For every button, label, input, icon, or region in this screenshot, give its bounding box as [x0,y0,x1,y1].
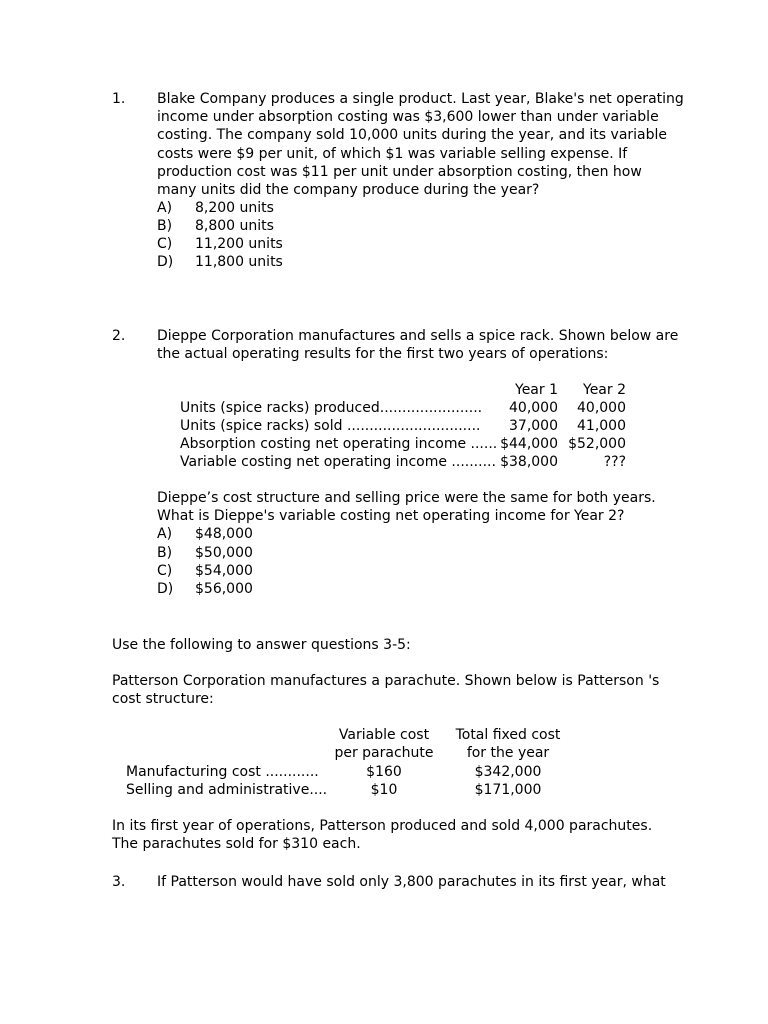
text-line: What is Dieppe's variable costing net operating income for Year 2? [157,508,625,525]
text-line: Dieppe Corporation manufactures and sells a spice rack. Shown below are [157,328,679,344]
text-line: many units did the company produce during the year? [157,182,540,199]
cell-year-1: $38,000 [500,454,558,470]
option-a: A) 8,200 units [157,200,274,216]
text-line: production cost was $11 per unit under absorption costing, then how [157,163,642,180]
text-line: costs were $9 per unit, of which $1 was variable selling expense. If [157,145,628,162]
header-year-2: Year 2 [583,382,626,398]
scenario-details [112,817,652,853]
text-line: costing. The company sold 10,000 units during the year, and its variable [157,127,668,144]
option-b: B) $50,000 [157,545,253,561]
question-text [157,327,678,363]
question-number: 3. [112,874,126,890]
row-label: Units (spice racks) produced....................... [180,400,483,416]
question-text [157,90,684,199]
cell-year-2: 41,000 [577,418,626,434]
cell-year-1: 40,000 [509,400,558,416]
question-number: 2. [112,328,126,344]
row-label: Selling and administrative.... [126,782,328,798]
cell-year-1: 37,000 [509,418,558,434]
option-c: C) 11,200 units [157,236,283,252]
question-text: If Patterson would have sold only 3,800 parachutes in its first year, what [157,874,666,890]
option-d: D) 11,800 units [157,254,283,270]
cell-year-2: ??? [603,454,626,470]
text-line: Blake Company produces a single product. Last year, Blake's net operating [157,91,684,107]
text-line: Dieppe’s cost structure and selling price were the same for both years. [157,490,656,506]
text-line: In its first year of operations, Patterson produced and sold 4,000 parachutes. [112,818,653,834]
text-line: Patterson Corporation manufactures a parachute. Shown below is Patterson 's [112,673,660,689]
row-label: Units (spice racks) sold .............................. [180,418,481,434]
cell-fixed: $171,000 [474,782,542,798]
header-fixed-cost: Total fixed cost for the year [455,727,561,762]
cell-variable: $160 [366,764,402,780]
option-d: D) $56,000 [157,581,253,597]
text-line: The parachutes sold for $310 each. [112,836,361,853]
text-line: income under absorption costing was $3,600 lower than under variable [157,109,659,126]
cell-year-1: $44,000 [500,436,558,452]
cell-fixed: $342,000 [474,764,542,780]
option-c: C) $54,000 [157,563,253,579]
header-year-1: Year 1 [515,382,558,398]
text-line: cost structure: [112,691,214,708]
section-intro: Use the following to answer questions 3-5: [112,637,411,653]
cell-variable: $10 [370,782,398,798]
row-label: Variable costing net operating income .......... [180,454,496,470]
cell-year-2: 40,000 [577,400,626,416]
question-prompt [157,489,656,525]
cell-year-2: $52,000 [568,436,626,452]
row-label: Absorption costing net operating income ...... [180,436,498,452]
text-line: the actual operating results for the first two years of operations: [157,346,609,363]
row-label: Manufacturing cost ............ [126,764,319,780]
header-variable-cost: Variable cost per parachute [334,727,434,762]
question-number: 1. [112,91,126,107]
scenario-text [112,672,659,708]
option-b: B) 8,800 units [157,218,274,234]
option-a: A) $48,000 [157,526,253,542]
